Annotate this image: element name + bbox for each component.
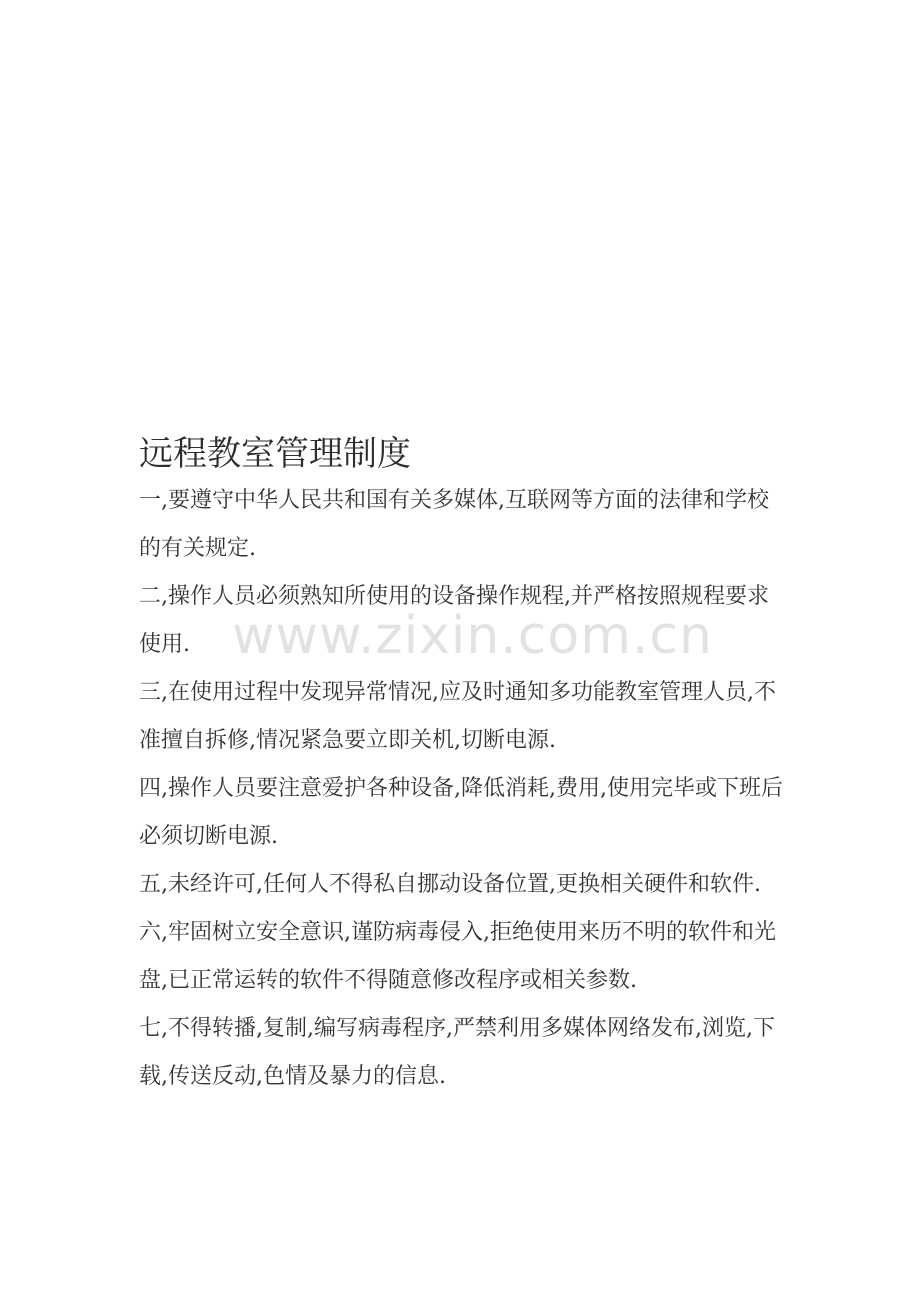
rule-item-3: 三,在使用过程中发现异常情况,应及时通知多功能教室管理人员,不准擅自拆修,情况紧急要立即关机,切断电源. <box>139 680 776 753</box>
rule-item-4: 四,操作人员要注意爱护各种设备,降低消耗,费用,使用完毕或下班后必须切断电源. <box>139 776 783 849</box>
document-title: 远程教室管理制度 <box>139 434 411 474</box>
rule-item-2: 二,操作人员必须熟知所使用的设备操作规程,并严格按照规程要求使用. <box>139 584 769 657</box>
rule-item-5: 五,未经许可,任何人不得私自挪动设备位置,更换相关硬件和软件. <box>139 872 761 897</box>
rule-item-6: 六,牢固树立安全意识,谨防病毒侵入,拒绝使用来历不明的软件和光盘,已正常运转的软件不得随意修改程序或相关参数. <box>139 920 776 993</box>
rule-item-1: 一,要遵守中华人民共和国有关多媒体,互联网等方面的法律和学校的有关规定. <box>139 488 769 561</box>
document-body <box>139 477 789 1101</box>
rule-item-7: 七,不得转播,复制,编写病毒程序,严禁利用多媒体网络发布,浏览,下载,传送反动,色情及暴力的信息. <box>139 1016 775 1089</box>
watermark-text: www.zixin.com.cn <box>232 606 713 666</box>
